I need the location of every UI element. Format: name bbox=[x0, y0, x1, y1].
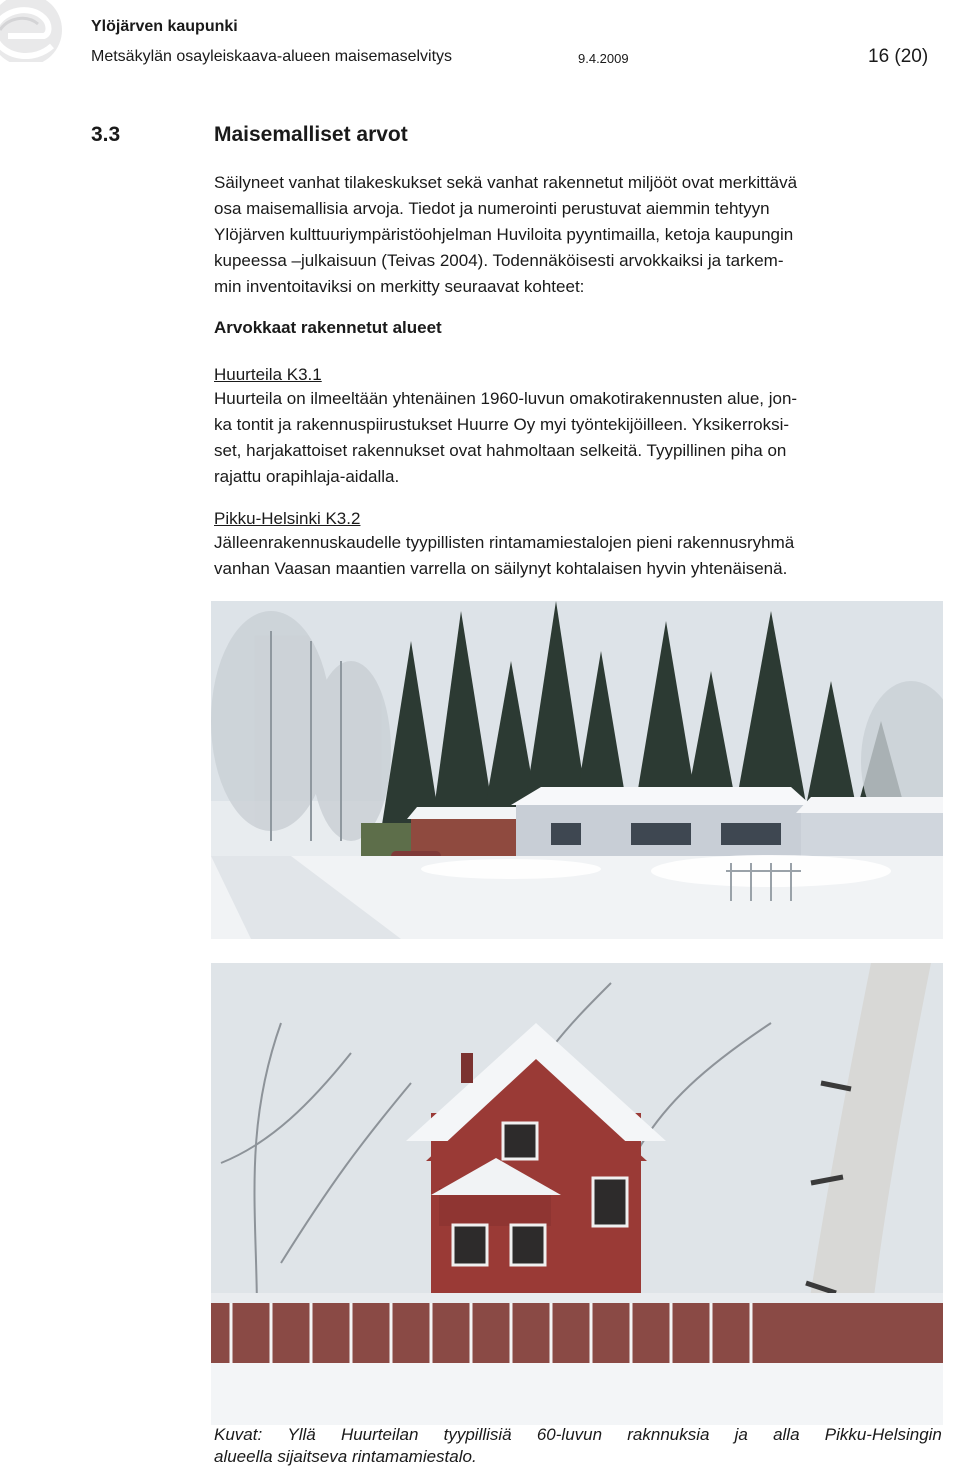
caption-word: raknnuksia bbox=[627, 1425, 710, 1444]
photo-pikku-helsinki-house bbox=[211, 963, 943, 1425]
text-line: osa maisemallisia arvoja. Tiedot ja numerointi perustuvat aiemmin tehtyyn bbox=[214, 199, 770, 218]
caption-line-1 bbox=[214, 1424, 942, 1446]
text-line: set, harjakattoiset rakennukset ovat hahmoltaan selkeitä. Tyypillinen piha on bbox=[214, 441, 787, 460]
caption-line-2: alueella sijaitseva rintamamiestalo. bbox=[214, 1447, 477, 1466]
photo-huurteila-houses bbox=[211, 601, 943, 939]
caption-word: Pikku-Helsingin bbox=[824, 1425, 942, 1444]
area-paragraph-pikku-helsinki bbox=[214, 530, 944, 582]
text-line: vanhan Vaasan maantien varrella on säilynyt kohtalaisen hyvin yhtenäisenä. bbox=[214, 559, 788, 578]
text-line: Jälleenrakennuskaudelle tyypillisten rintamamiestalojen pieni rakennusryhmä bbox=[214, 533, 795, 552]
caption-word: 60-luvun bbox=[536, 1425, 603, 1444]
area-heading-pikku-helsinki: Pikku-Helsinki K3.2 bbox=[214, 509, 361, 528]
caption-word: Kuvat: bbox=[214, 1425, 263, 1444]
document-title: Metsäkylän osayleiskaava-alueen maisemaselvitys bbox=[91, 48, 453, 65]
organization-name: Ylöjärven kaupunki bbox=[91, 18, 238, 35]
caption-word: ja bbox=[734, 1425, 748, 1444]
caption-word: Huurteilan bbox=[340, 1425, 419, 1444]
section-number: 3.3 bbox=[91, 123, 121, 146]
section-title: Maisemalliset arvot bbox=[214, 123, 408, 146]
caption-word: alla bbox=[773, 1425, 800, 1444]
area-paragraph-huurteila bbox=[214, 386, 944, 490]
text-line: ka tontit ja rakennuspiirustukset Huurre Oy myi työntekijöilleen. Yksikerroksi- bbox=[214, 415, 790, 434]
text-line: Ylöjärven kulttuuriympäristöohjelman Huviloita pyyntimailla, ketoja kaupungin bbox=[214, 225, 794, 244]
document-date: 9.4.2009 bbox=[578, 51, 629, 66]
text-line: Huurteila on ilmeeltään yhtenäinen 1960-luvun omakotirakennusten alue, jon- bbox=[214, 389, 798, 408]
caption-word: Yllä bbox=[287, 1425, 316, 1444]
caption-word: tyypillisiä bbox=[443, 1425, 512, 1444]
text-line: rajattu orapihlaja-aidalla. bbox=[214, 467, 400, 486]
intro-paragraph bbox=[214, 170, 944, 300]
text-line: min inventoitaviksi on merkitty seuraavat kohteet: bbox=[214, 277, 585, 296]
photo-caption bbox=[214, 1424, 942, 1468]
text-line: Säilyneet vanhat tilakeskukset sekä vanhat rakennetut miljööt ovat merkittävä bbox=[214, 173, 798, 192]
subheading: Arvokkaat rakennetut alueet bbox=[214, 318, 442, 337]
city-logo-icon bbox=[0, 0, 62, 62]
page-number: 16 (20) bbox=[868, 46, 929, 67]
text-line: kupeessa –julkaisuun (Teivas 2004). Todennäköisesti arvokkaiksi ja tarkem- bbox=[214, 251, 784, 270]
area-heading-huurteila: Huurteila K3.1 bbox=[214, 365, 322, 384]
